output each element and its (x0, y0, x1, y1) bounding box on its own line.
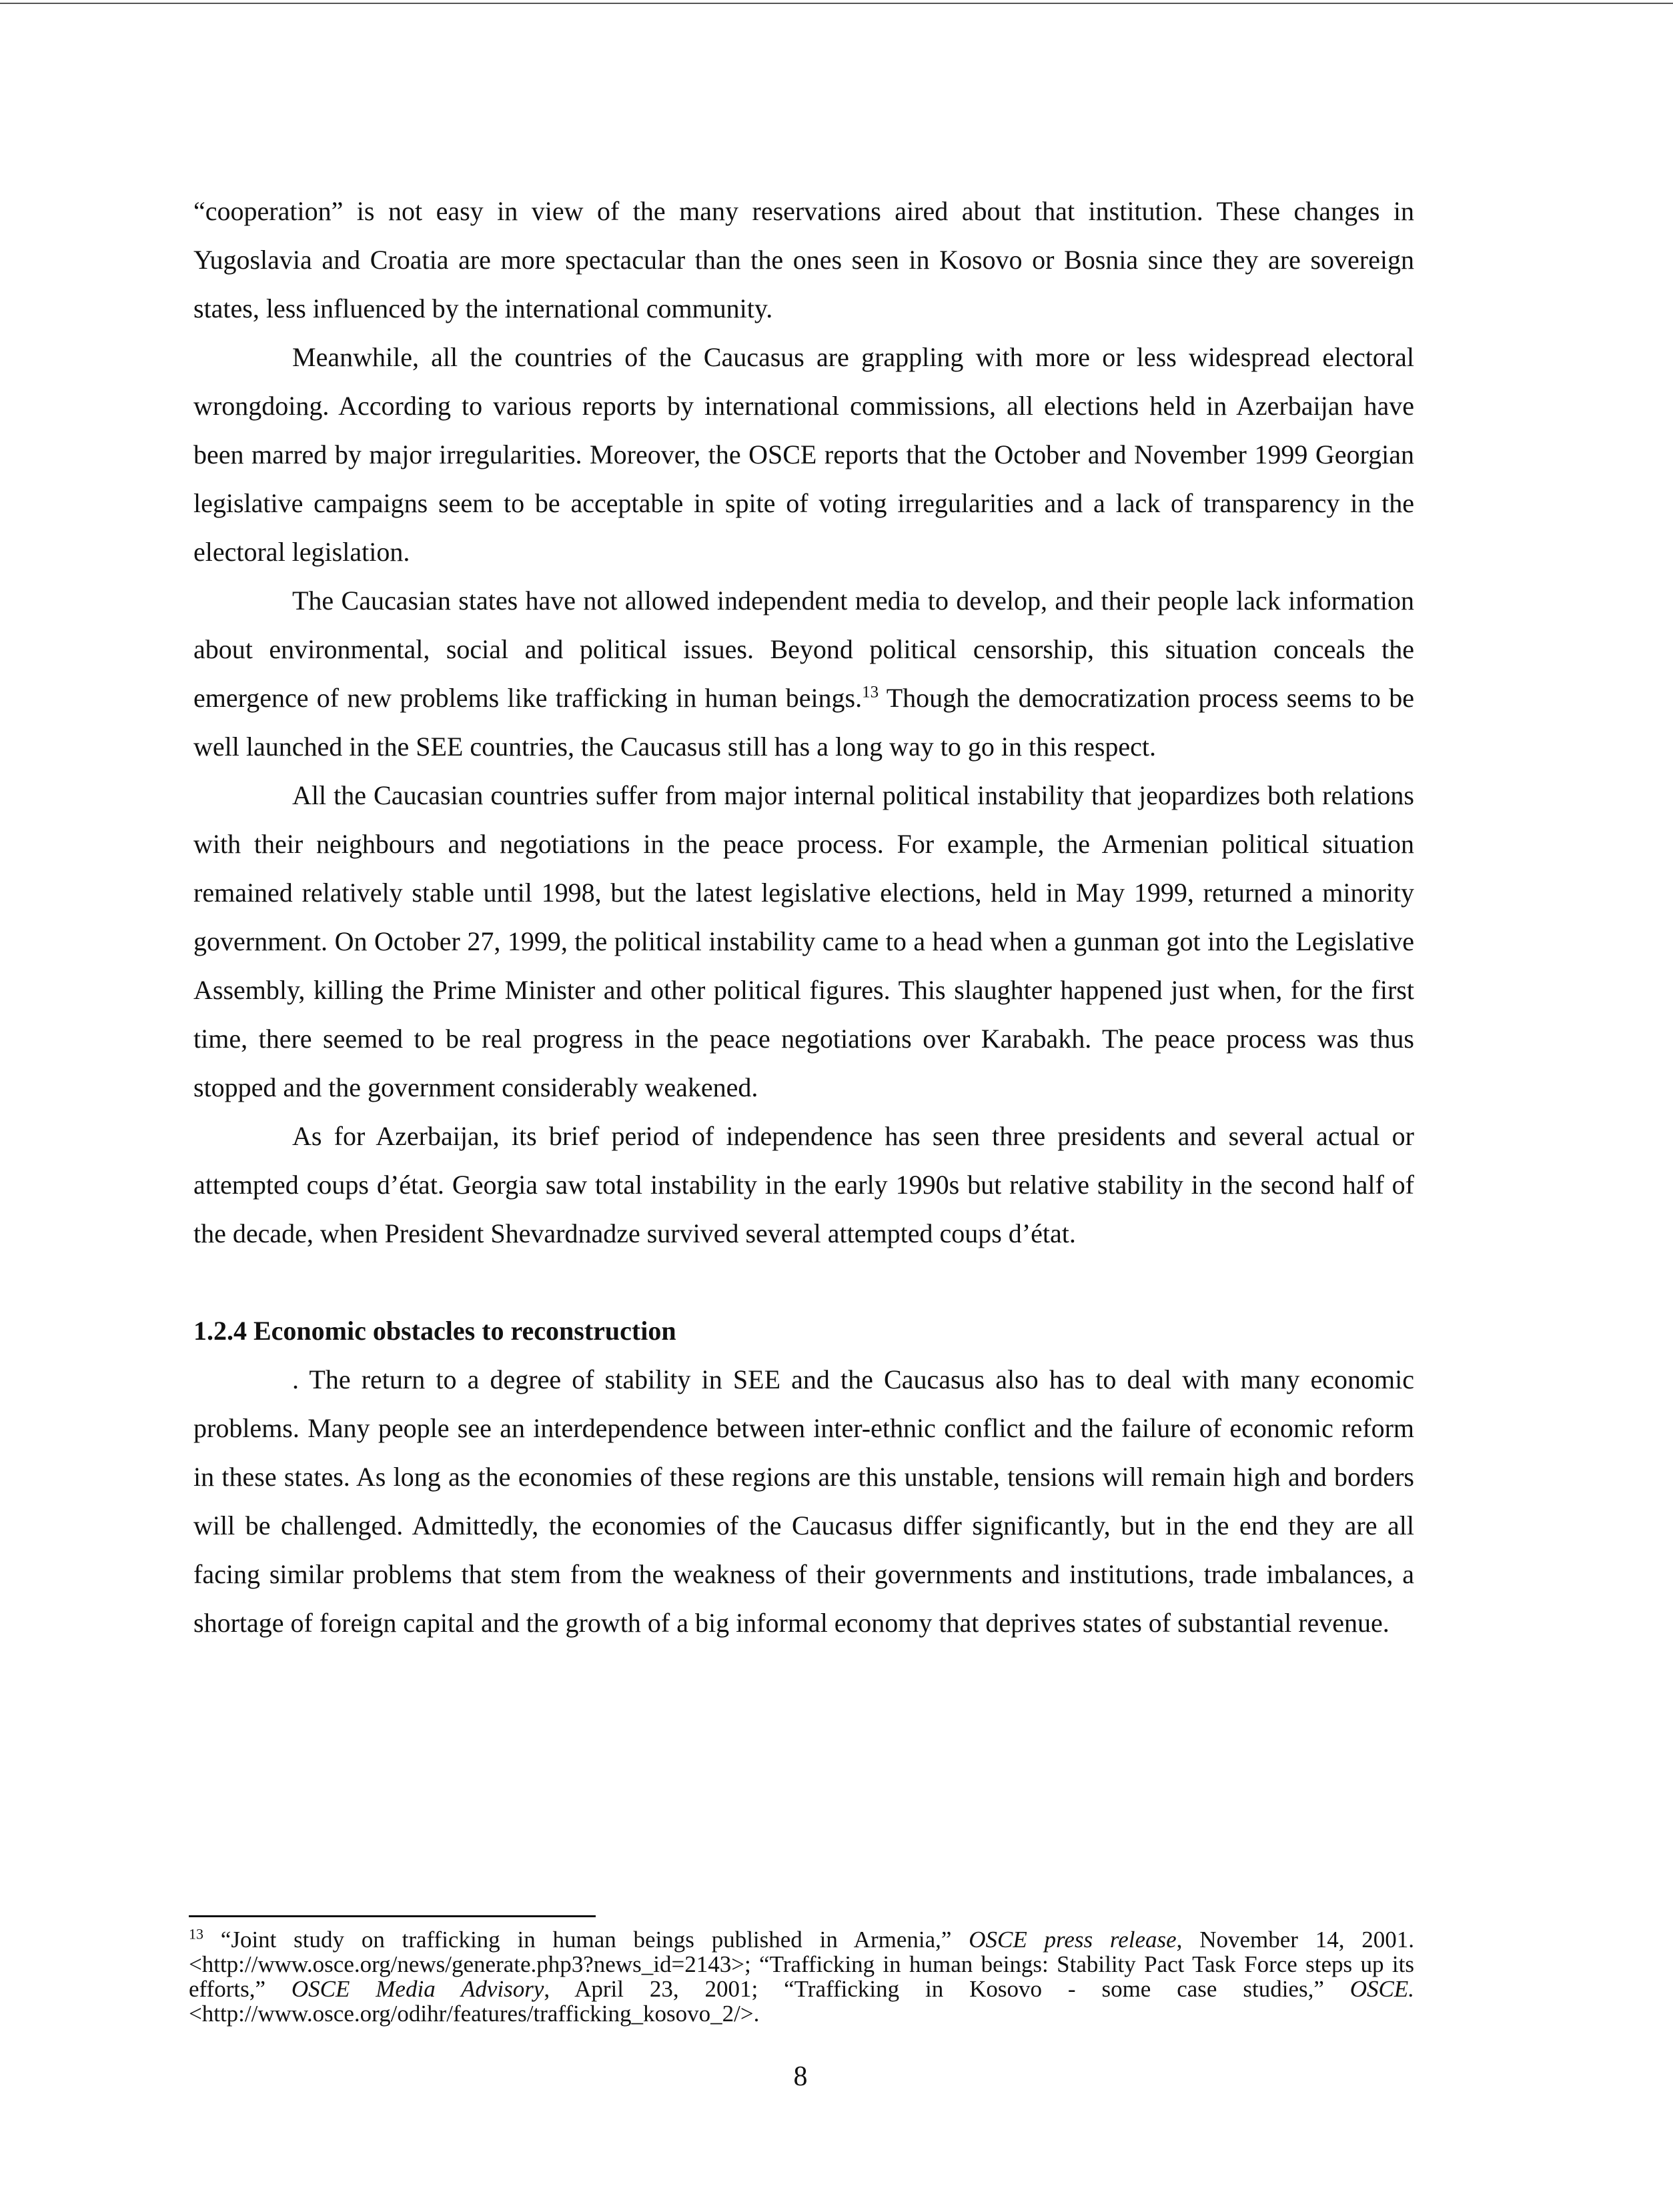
footnote-reference: 13 (862, 683, 879, 702)
paragraph-independent-media (193, 576, 1414, 771)
paragraph-political-instability: All the Caucasian countries suffer from major internal political instability that jeopardizes both relations with their neighbours and negotiations in the peace process. For example, the Armenian political situation remained relatively stable until 1998, but the latest legislative elections, held in May 1999, returned a minority government. On October 27, 1999, the political instability came to a head when a gunman got into the Legislative Assembly, killing the Prime Minister and other political figures. This slaughter happened just when, for the first time, there seemed to be real progress in the peace negotiations over Karabakh. The peace process was thus stopped and the government considerably weakened. (193, 780, 1414, 1102)
footnote-source-italic: OSCE Media Advisory (291, 1976, 544, 2002)
paragraph-azerbaijan-georgia: As for Azerbaijan, its brief period of independence has seen three presidents and several actual or attempted coups d’état. Georgia saw total instability in the early 1990s but relative stability in the second half of the decade, when President Shevardnadze survived several attempted coups d’état. (193, 1121, 1414, 1248)
paragraph-media-text-after: Though the democratization process seems to be well launched in the SEE countries, the Caucasus still has a long way to go in this respect. (193, 683, 1414, 762)
footnote-text: “Joint study on trafficking in human beings published in Armenia,” (203, 1927, 969, 1953)
footnote-separator (189, 1915, 596, 1917)
footnote-number: 13 (189, 1925, 203, 1943)
paragraph-economic-problems: . The return to a degree of stability in SEE and the Caucasus also has to deal with many economic problems. Many people see an interdependence between inter-ethnic conflict and the failure of economic reform in these states. As long as the economies of these regions are this unstable, tensions will remain high and borders will be challenged. Admittedly, the economies of the Caucasus differ significantly, but in the end they are all facing similar problems that stem from the weakness of their governments and institutions, trade imbalances, a shortage of foreign capital and the growth of a big informal economy that deprives states of substantial revenue. (193, 1364, 1414, 1638)
paragraph-electoral-wrongdoing: Meanwhile, all the countries of the Caucasus are grappling with more or less widespread electoral wrongdoing. According to various reports by international commissions, all elections held in Azerbaijan have been marred by major irregularities. Moreover, the OSCE reports that the October and November 1999 Georgian legislative campaigns seem to be acceptable in spite of voting irregularities and a lack of transparency in the electoral legislation. (193, 342, 1414, 567)
footnote-source-italic: OSCE. (1349, 1976, 1414, 2002)
page-number: 8 (793, 2061, 808, 2092)
scan-top-border (0, 3, 1673, 4)
paragraph-media-text: The Caucasian states have not allowed independent media to develop, and their people lack information about environmental, social and political issues. Beyond political censorship, this situation conceals the emergence of new problems like trafficking in human beings. (193, 586, 1414, 713)
body-text (193, 187, 1414, 1647)
footnote (189, 1927, 1414, 2026)
paragraph-continuation: “cooperation” is not easy in view of the many reservations aired about that institution. These changes in Yugoslavia and Croatia are more spectacular than the ones seen in Kosovo or Bosnia since they are sovereign states, less influenced by the international community. (193, 196, 1414, 323)
footnote-text: , November 14, 2001. <http://www.osce.org/news/generate.php3?news_id=2143>; “Trafficking in human beings: Stability Pact Task Force steps up its efforts,” (189, 1927, 1414, 2002)
footnote-text: , April 23, 2001; “Trafficking in Kosovo - some case studies,” (544, 1976, 1350, 2002)
footnote-text: <http://www.osce.org/odihr/features/trafficking_kosovo_2/>. (189, 2001, 760, 2027)
footnote-source-italic: OSCE press release (969, 1927, 1177, 1953)
section-heading: 1.2.4 Economic obstacles to reconstruction (193, 1316, 676, 1346)
